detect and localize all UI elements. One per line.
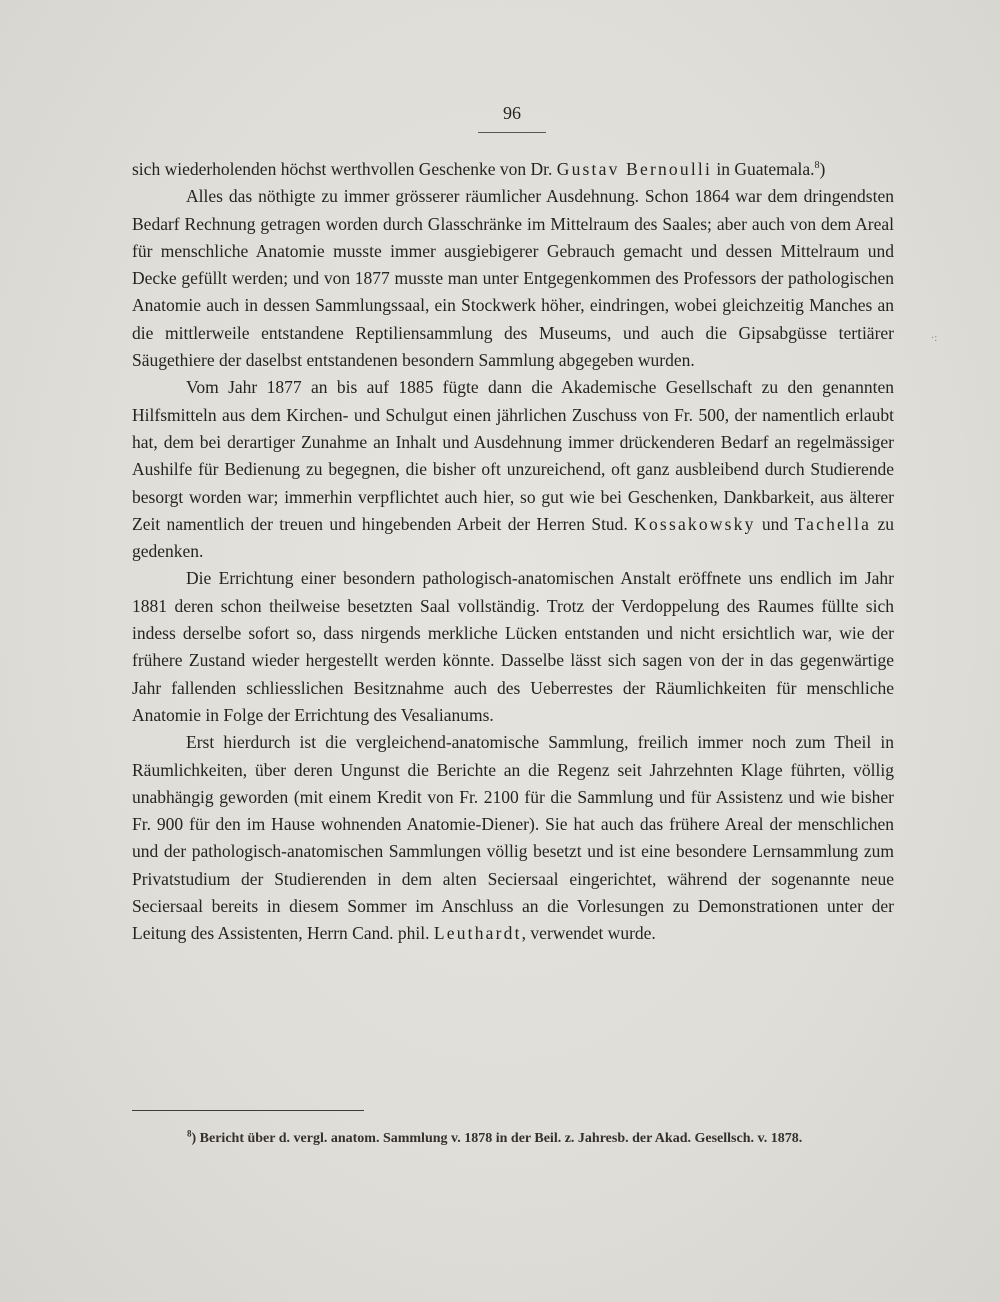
page-number: 96 xyxy=(503,103,521,123)
footnote-reference: 8 xyxy=(814,160,820,172)
footnote xyxy=(187,1128,907,1147)
footnote-marker: 8 xyxy=(187,1128,192,1139)
page-number-rule xyxy=(478,132,546,133)
text-run: ) xyxy=(819,159,826,179)
text-run: Vom Jahr 1877 an bis auf 1885 fügte dann die Akademische Gesellschaft zu den genannten Hilfsmitteln aus dem Kirchen- und Schulgut einen jährlichen Zuschuss von Fr. 500, der namentlich erlaubt hat, dem bei derartiger Zunahme an Inhalt und Ausdehnung immer drückenderen Bedarf an regelmässiger Aushilfe für Bedienung zu begegnen, die bisher oft unzureichend, oft ganz ausbleibend durch Studierende besorgt worden war; immerhin verpflichtet auch hier, so gut wie bei Geschenken, Dankbarkeit, aus älterer Zeit namentlich der treuen und hingebenden Arbeit der Herren Stud. xyxy=(132,377,894,534)
paragraph xyxy=(132,374,894,565)
paragraph xyxy=(132,156,894,183)
text-run: sich wiederholenden höchst werthvollen Geschenke von Dr. xyxy=(132,159,557,179)
text-run: Alles das nöthigte zu immer grösserer räumlicher Ausdehnung. Schon 1864 war dem dringendsten Bedarf Rechnung getragen worden durch Glasschränke im Mittelraum des Saales; aber auch von dem Areal für menschliche Anatomie musste immer ausgiebigerer Gebrauch gemacht und dessen Mittelraum und Decke gefüllt werden; und von 1877 musste man unter Entgegenkommen des Professors der pathologischen Anatomie auch in dessen Sammlungssaal, ein Stockwerk höher, eindringen, wobei gleichzeitig Manches an die mittlerweile entstandene Reptiliensammlung des Museums, und auch die Gipsabgüsse tertiärer Säugethiere der daselbst entstandenen besondern Sammlung abgegeben wurden. xyxy=(132,186,894,371)
body-text xyxy=(132,156,894,948)
margin-mark: ·: xyxy=(931,333,938,344)
spaced-name: Kossakowsky xyxy=(634,513,756,534)
spaced-name: Leuthardt xyxy=(433,923,522,944)
paragraph xyxy=(132,565,894,729)
paragraph xyxy=(132,729,894,947)
spaced-name: Tachella xyxy=(794,513,872,534)
text-run: in Guatemala. xyxy=(712,159,815,179)
spaced-name: Gustav Bernoulli xyxy=(556,159,713,179)
footnote-separator xyxy=(132,1110,364,1111)
text-run: zu gedenken. xyxy=(132,513,894,562)
text-run: und xyxy=(755,513,795,534)
paragraph xyxy=(132,183,894,374)
text-run: Die Errichtung einer besondern pathologisch-anatomischen Anstalt eröffnete uns endlich im Jahr 1881 deren schon theilweise besetzten Saal vollständig. Trotz der Verdoppelung des Raumes füllte sich indess derselbe sofort so, dass nirgends merkliche Lücken entstanden und nicht ersichtlich war, wie der frühere Zustand wieder hergestellt werden könnte. Dasselbe lässt sich sagen von der in das gegenwärtige Jahr fallenden schliesslichen Besitznahme auch des Ueberrestes der Räumlichkeiten für menschliche Anatomie in Folge der Errichtung des Vesalianums. xyxy=(132,568,894,725)
text-run: , verwendet wurde. xyxy=(521,923,656,944)
text-run: Erst hierdurch ist die vergleichend-anatomische Sammlung, freilich immer noch zum Theil in Räumlichkeiten, über deren Ungunst die Berichte an die Regenz seit Jahrzehnten Klage führten, völlig unabhängig geworden (mit einem Kredit von Fr. 2100 für die Sammlung und für Assistenz und wie bisher Fr. 900 für den im Hause wohnenden Anatomie-Diener). Sie hat auch das frühere Areal der menschlichen und der pathologisch-anatomischen Sammlungen völlig besetzt und ist eine besondere Lernsammlung zum Privatstudium der Studierenden in dem alten Seciersaal eingerichtet, während der sogenannte neue Seciersaal bereits in diesem Sommer im Anschluss an die Vorlesungen zu Demonstrationen unter der Leitung des Assistenten, Herrn Cand. phil. xyxy=(132,732,894,944)
footnote-text: ) Bericht über d. vergl. anatom. Sammlung v. 1878 in der Beil. z. Jahresb. der Akad. Gesellsch. v. 1878. xyxy=(191,1131,803,1146)
